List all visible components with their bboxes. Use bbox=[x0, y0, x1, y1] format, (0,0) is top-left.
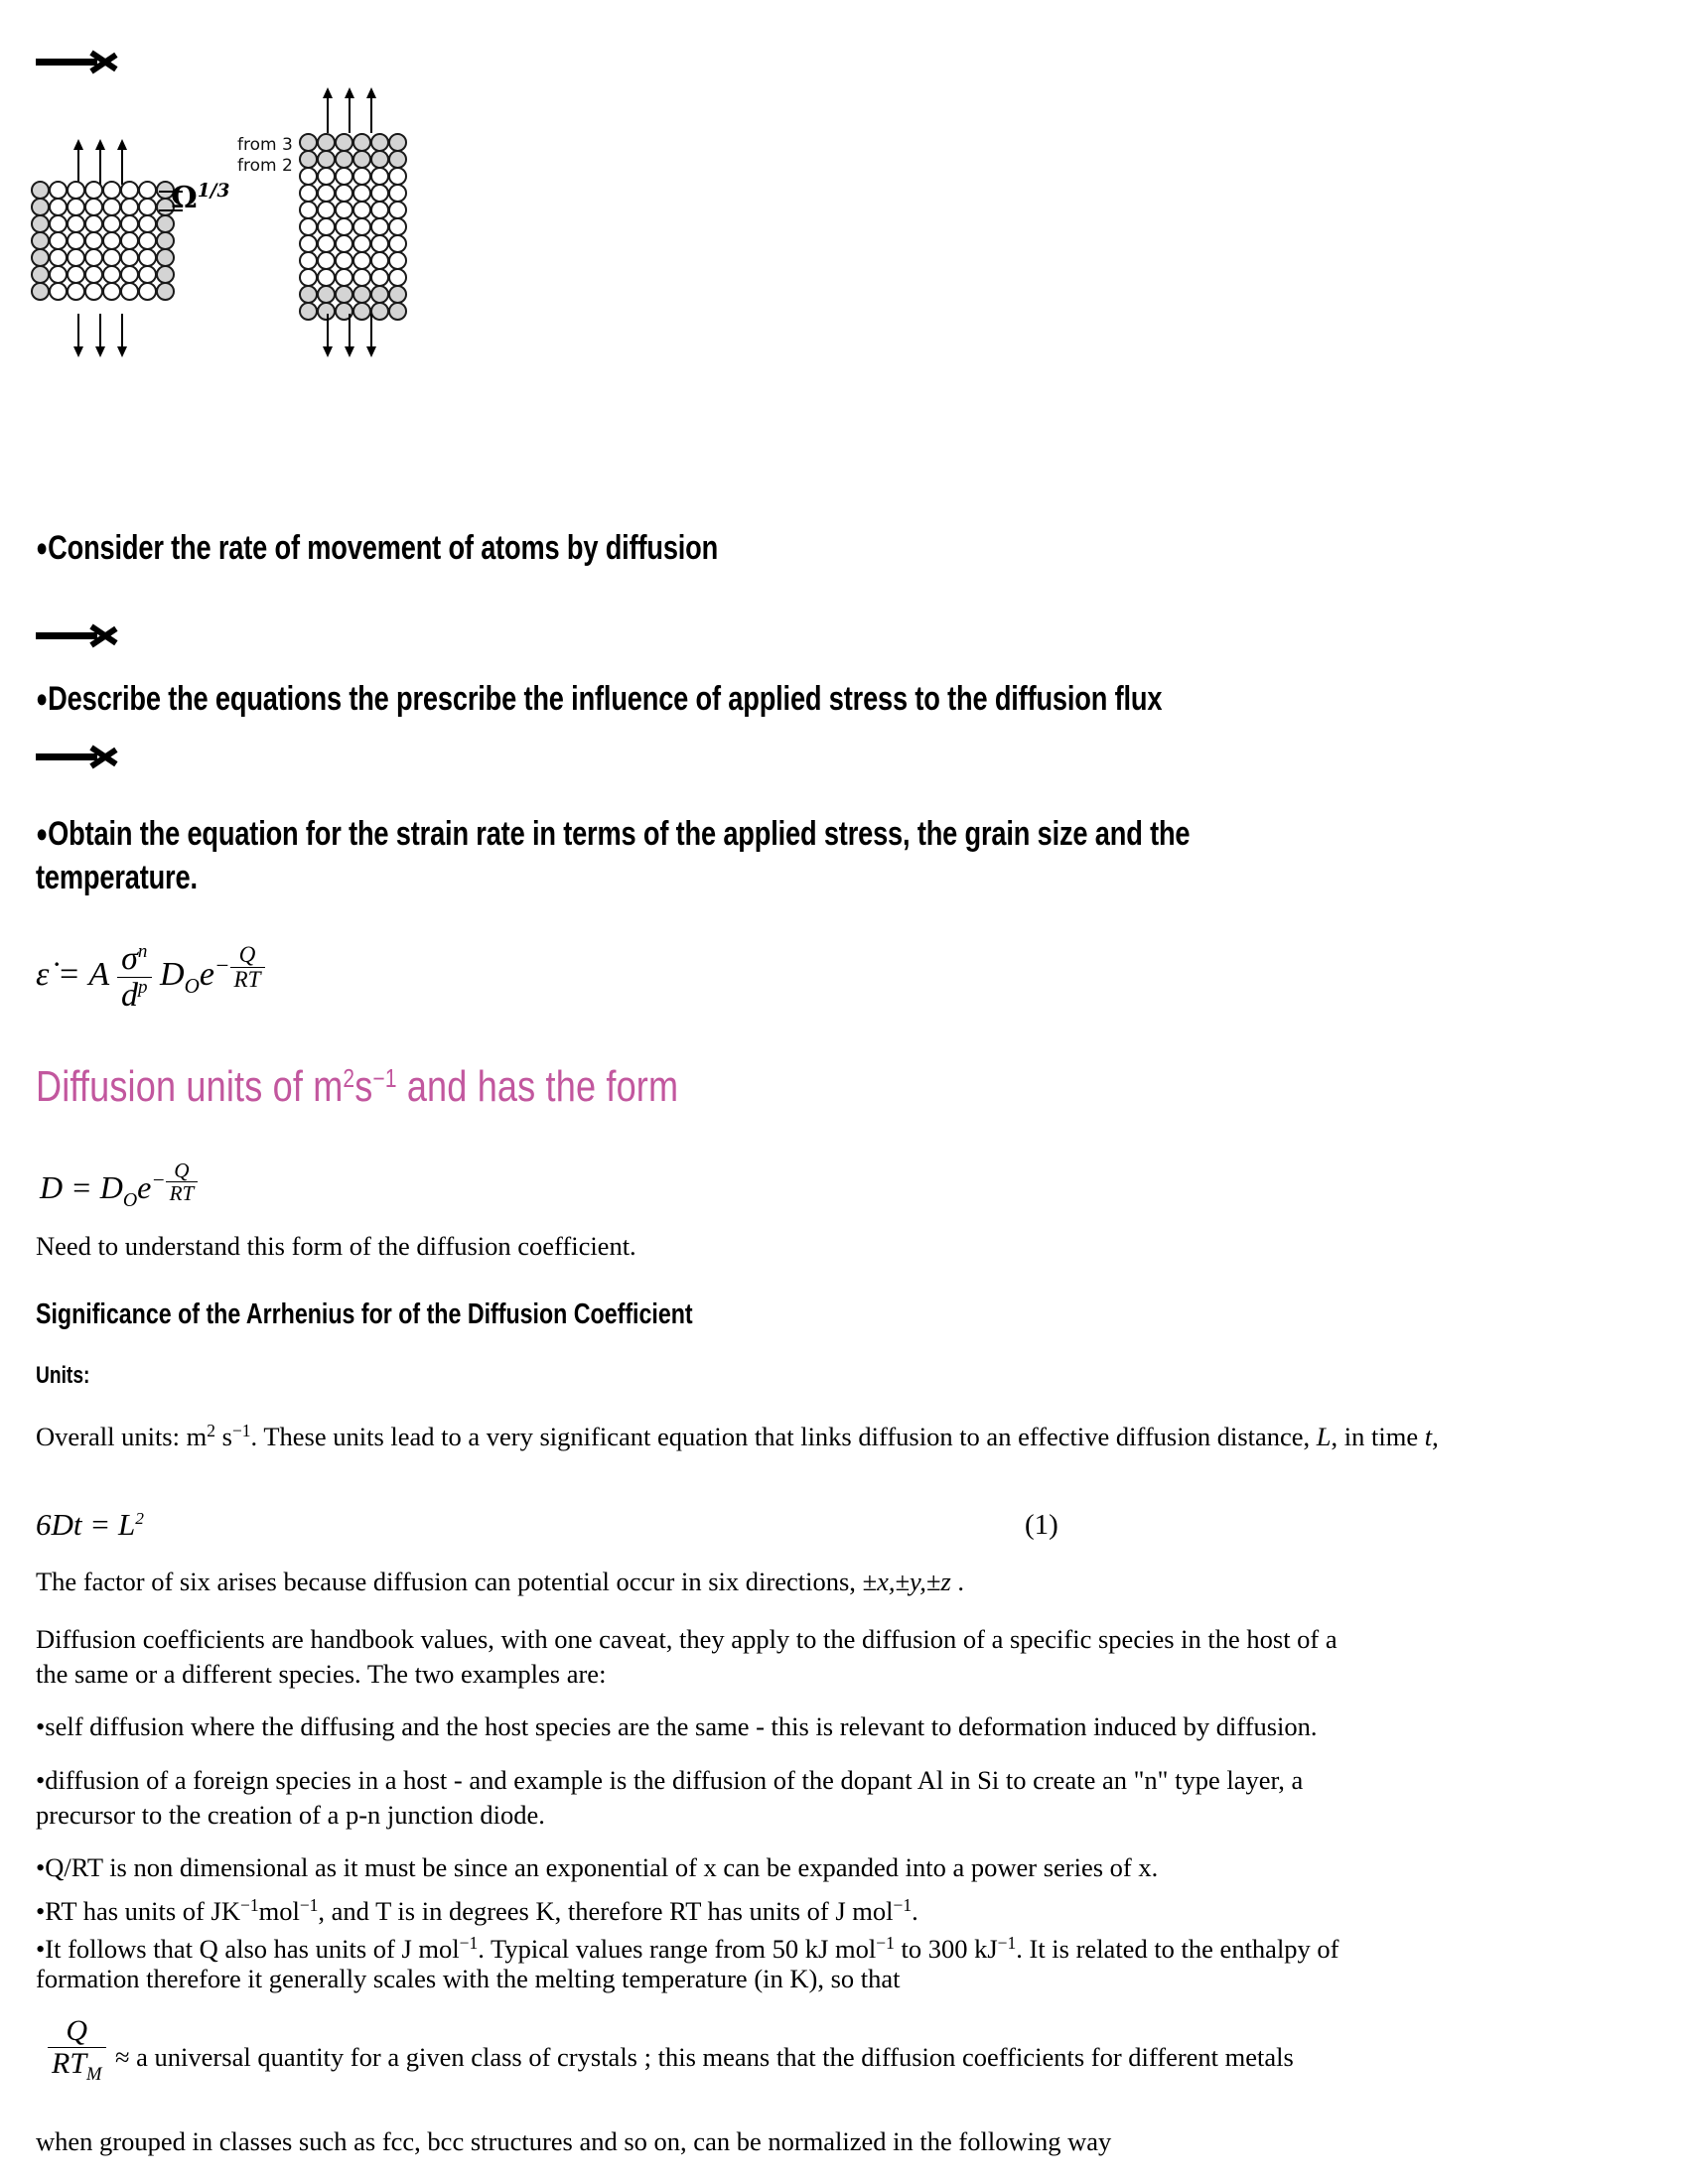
bullet-q-units-line1 bbox=[36, 1926, 1664, 1967]
bullet-dot-icon: • bbox=[36, 1934, 46, 1965]
equation-six-dt bbox=[36, 1507, 144, 1543]
diffusion-D-subscript: O bbox=[122, 1188, 138, 1211]
subheading-units: Units: bbox=[36, 1362, 90, 1389]
bullet-q-rt-text: Q/RT is non dimensional as it must be since an exponential of x can be expanded into a power series of x. bbox=[45, 1852, 1159, 1882]
bullet-rt-units-sup3: −1 bbox=[893, 1895, 913, 1915]
factor-of-six-a: The factor of six arises because diffusion can potential occur in six directions, bbox=[36, 1567, 863, 1596]
right-grain-lattice bbox=[299, 133, 410, 306]
bullet-dot-icon: ● bbox=[36, 534, 49, 562]
equation-strain-rate bbox=[36, 941, 265, 1013]
six-dt-equals: = bbox=[89, 1507, 111, 1542]
six-dt-t: t bbox=[72, 1507, 82, 1542]
strain-rate-numerator bbox=[117, 941, 152, 977]
equation-diffusion-coefficient bbox=[40, 1160, 198, 1212]
label-from-3: from 3 bbox=[237, 135, 293, 155]
bullet-foreign-species-line2: precursor to the creation of a p-n junction diode. bbox=[36, 1800, 545, 1830]
bullet-foreign-species-line1 bbox=[36, 1763, 1664, 1798]
bullet-dot-icon: • bbox=[36, 1852, 46, 1882]
six-dt-L-exponent: 2 bbox=[135, 1508, 144, 1528]
bullet-q-units-c: to 300 kJ bbox=[894, 1934, 998, 1965]
q-rtm-denominator bbox=[48, 2047, 106, 2085]
overall-units-d: , bbox=[1331, 1422, 1338, 1452]
bullet-rt-units-sup2: −1 bbox=[299, 1895, 319, 1915]
omega-exponent: 1/3 bbox=[197, 181, 230, 202]
bullet-dot-icon: • bbox=[36, 1765, 46, 1795]
equation-number-1: (1) bbox=[1025, 1509, 1058, 1541]
overall-units-L: L bbox=[1316, 1422, 1332, 1452]
bullet-rt-units-sup1: −1 bbox=[239, 1895, 259, 1915]
strain-rate-exponent-group bbox=[214, 943, 265, 993]
section-heading-significance: Significance of the Arrhenius for of the Diffusion Coefficient bbox=[36, 1298, 693, 1330]
bullet-q-units-sup1: −1 bbox=[459, 1933, 479, 1953]
six-dt-D: D bbox=[51, 1507, 73, 1542]
overall-units-line2-b: , bbox=[1432, 1422, 1439, 1452]
bullet-dot-icon: ● bbox=[36, 685, 49, 713]
strain-rate-exp-sign: − bbox=[213, 952, 230, 979]
strain-rate-exp-fraction bbox=[230, 943, 265, 993]
strain-rate-D: D bbox=[160, 955, 185, 993]
overall-units-c: . These units lead to a very significant equation that links diffusion to an effective diffusion distance, bbox=[250, 1422, 1317, 1452]
pink-head-pre: Diffusion units of m bbox=[36, 1062, 344, 1111]
bullet-rt-units-c: , and T is in degrees K, therefore RT has units of J mol bbox=[318, 1896, 894, 1927]
six-dt-L: L bbox=[117, 1507, 136, 1542]
bullet-obtain-equation-text2: temperature. bbox=[36, 859, 198, 896]
page-title-diffusion-units bbox=[36, 1062, 678, 1112]
pink-head-mid: s bbox=[354, 1062, 373, 1111]
strain-rate-exp-num: Q bbox=[238, 941, 256, 968]
label-from-2: from 2 bbox=[237, 156, 293, 176]
bullet-q-units-b: . Typical values range from 50 kJ mol bbox=[478, 1934, 877, 1965]
bullet-rt-units-d: . bbox=[912, 1896, 918, 1927]
paragraph-universal-quantity: ≈ a universal quantity for a given class of crystals ; this means that the diffusion coefficients for different metals bbox=[115, 2042, 1294, 2072]
strain-rate-A: A bbox=[88, 955, 109, 993]
d-exponent: p bbox=[138, 977, 148, 999]
bullet-obtain-equation-line1 bbox=[36, 812, 1190, 856]
q-rtm-fraction bbox=[48, 2015, 106, 2084]
bullet-obtain-equation-line2 bbox=[36, 856, 198, 899]
paragraph-need-understand: Need to understand this form of the diffusion coefficient. bbox=[36, 1231, 636, 1261]
sigma-symbol: σ bbox=[121, 940, 138, 977]
diffusion-exponent-group bbox=[151, 1160, 198, 1204]
overall-units-a: Overall units: m bbox=[36, 1422, 208, 1452]
strain-rate-exp-den: RT bbox=[230, 967, 265, 992]
q-rtm-den-rt: RT bbox=[52, 2046, 87, 2080]
overall-units-sup-2: 2 bbox=[207, 1421, 215, 1440]
bullet-q-units-sup2: −1 bbox=[876, 1933, 895, 1953]
equation-q-over-rtm bbox=[48, 2015, 106, 2084]
bullet-q-units-line2: formation therefore it generally scales with the melting temperature (in K), so that bbox=[36, 1964, 901, 1993]
bullet-describe-equations-text: Describe the equations the prescribe the influence of applied stress to the diffusion flux bbox=[48, 680, 1163, 719]
omega-symbol: Ω bbox=[171, 181, 198, 215]
pink-head-sup-minus1: −1 bbox=[372, 1064, 397, 1093]
overall-units-sup-minus1: −1 bbox=[231, 1421, 251, 1440]
right-grain-flux-arrows-up bbox=[327, 87, 386, 133]
left-grain-lattice bbox=[31, 181, 178, 308]
bullet-rt-units bbox=[36, 1888, 1664, 1929]
strain-rate-e: e bbox=[199, 955, 214, 993]
omega-cube-root-label bbox=[171, 181, 229, 215]
factor-of-six-b: . bbox=[950, 1567, 965, 1596]
overall-units-b: s bbox=[214, 1422, 232, 1452]
paragraph-overall-units bbox=[36, 1414, 1644, 1454]
paragraph-factor-of-six bbox=[36, 1565, 1644, 1599]
strain-rate-fraction bbox=[117, 941, 152, 1013]
sigma-exponent: n bbox=[137, 940, 148, 962]
bullet-rt-units-a: RT has units of JK bbox=[45, 1896, 240, 1927]
diffusion-lhs: D bbox=[40, 1169, 64, 1206]
factor-of-six-directions: ±x,±y,±z bbox=[862, 1567, 951, 1596]
arrow-head-icon bbox=[91, 739, 117, 774]
arrow-shaft bbox=[36, 753, 97, 760]
strain-rate-denominator bbox=[117, 977, 152, 1014]
bullet-q-rt-nondimensional bbox=[36, 1850, 1664, 1885]
overall-units-t: t bbox=[1424, 1422, 1433, 1452]
diffusion-exp-num: Q bbox=[174, 1159, 190, 1182]
paragraph-handbook-line1: Diffusion coefficients are handbook values, with one caveat, they apply to the diffusion of a specific species in the host of a bbox=[36, 1624, 1337, 1654]
bullet-consider-rate-text: Consider the rate of movement of atoms by diffusion bbox=[48, 529, 719, 568]
left-grain-flux-arrows-down bbox=[77, 314, 137, 359]
bullet-self-diffusion-text: self diffusion where the diffusing and the host species are the same - this is relevant to deformation induced by diffusion. bbox=[45, 1711, 1318, 1741]
diffusion-equals: = bbox=[70, 1169, 92, 1206]
bullet-dot-icon: • bbox=[36, 1711, 46, 1741]
pink-head-post: and has the form bbox=[396, 1062, 679, 1111]
bullet-obtain-equation-text1: Obtain the equation for the strain rate in terms of the applied stress, the grain size and the bbox=[48, 815, 1191, 854]
left-grain-flux-arrows-up bbox=[77, 139, 137, 185]
bullet-consider-rate bbox=[36, 526, 718, 570]
pink-head-sup-2: 2 bbox=[343, 1064, 355, 1093]
d-symbol: d bbox=[121, 976, 139, 1014]
diffusion-e: e bbox=[137, 1169, 152, 1206]
bullet-foreign-species-text1: diffusion of a foreign species in a host - and example is the diffusion of the dopant Al in Si to create an "n" type layer, a bbox=[45, 1765, 1304, 1795]
right-grain-flux-arrows-down bbox=[327, 314, 386, 359]
bullet-dot-icon: • bbox=[36, 1896, 46, 1927]
bullet-self-diffusion bbox=[36, 1709, 1664, 1744]
bullet-describe-equations bbox=[36, 677, 1162, 721]
bullet-q-units-sup3: −1 bbox=[997, 1933, 1017, 1953]
paragraph-normalized-way: when grouped in classes such as fcc, bcc structures and so on, can be normalized in the following way bbox=[36, 2126, 1112, 2156]
overall-units-line2-a: in time bbox=[1343, 1422, 1425, 1452]
strain-rate-D-subscript: O bbox=[184, 973, 200, 998]
diffusion-exp-fraction bbox=[166, 1160, 199, 1204]
diffusion-exp-sign: − bbox=[151, 1167, 166, 1192]
strain-rate-equals: = bbox=[57, 955, 80, 993]
arrow-head-icon bbox=[91, 617, 117, 653]
diffusion-D: D bbox=[99, 1169, 123, 1206]
diffusion-exp-den: RT bbox=[166, 1181, 199, 1204]
six-dt-6: 6 bbox=[36, 1507, 52, 1542]
grain-diffusion-diagram bbox=[0, 0, 616, 377]
arrow-shaft bbox=[36, 632, 97, 639]
q-rtm-den-subscript: M bbox=[86, 2063, 102, 2085]
q-rtm-numerator: Q bbox=[66, 2014, 88, 2047]
paragraph-handbook-line2: the same or a different species. The two examples are: bbox=[36, 1659, 607, 1689]
bullet-q-units-d: . It is related to the enthalpy of bbox=[1016, 1934, 1339, 1965]
bullet-q-units-a: It follows that Q also has units of J mol bbox=[45, 1934, 460, 1965]
bullet-rt-units-b: mol bbox=[258, 1896, 300, 1927]
strain-rate-lhs: ε̇ bbox=[36, 955, 50, 993]
bullet-dot-icon: ● bbox=[36, 820, 49, 848]
